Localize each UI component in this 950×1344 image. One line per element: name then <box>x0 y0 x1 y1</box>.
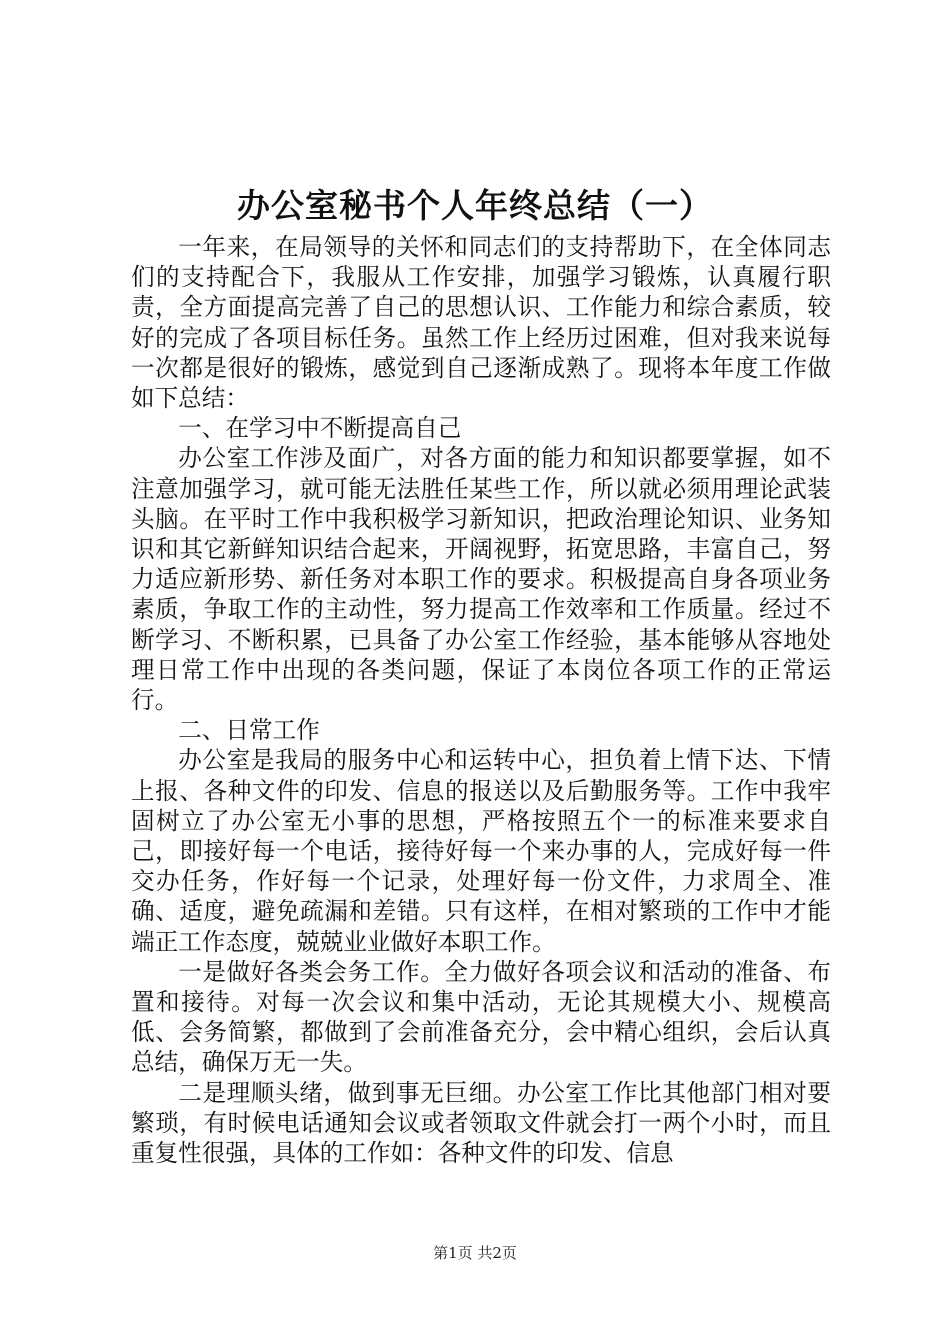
paragraph-daily-work: 办公室是我局的服务中心和运转中心，担负着上情下达、下情上报、各种文件的印发、信息的报送以及后勤服务等。工作中我牢固树立了办公室无小事的思想，严格按照五个一的标准来要求自己，即接好每一个电话，接待好每一个来办事的人，完成好每一件交办任务，作好每一个记录，处理好每一份文件，力求周全、准确、适度，避免疏漏和差错。只有这样，在相对繁琐的工作中才能端正工作态度，兢兢业业做好本职工作。 <box>131 746 831 956</box>
section-heading-study: 一、在学习中不断提高自己 <box>178 414 462 443</box>
page-number-footer: 第1页 共2页 <box>433 1244 517 1262</box>
paragraph-study: 办公室工作涉及面广，对各方面的能力和知识都要掌握，如不注意加强学习，就可能无法胜任某些工作，所以就必须用理论武装头脑。在平时工作中我积极学习新知识，把政治理论知识、业务知识和其它新鲜知识结合起来，开阔视野，拓宽思路，丰富自己，努力适应新形势、新任务对本职工作的要求。积极提高自身各项业务素质，争取工作的主动性，努力提高工作效率和工作质量。经过不断学习、不断积累，已具备了办公室工作经验，基本能够从容地处理日常工作中出现的各类问题，保证了本岗位各项工作的正常运行。 <box>131 444 831 715</box>
paragraph-meetings: 一是做好各类会务工作。全力做好各项会议和活动的准备、布置和接待。对每一次会议和集中活动，无论其规模大小、规模高低、会务简繁，都做到了会前准备充分，会中精心组织，会后认真总结，确保万无一失。 <box>131 957 831 1077</box>
paragraph-intro: 一年来，在局领导的关怀和同志们的支持帮助下，在全体同志们的支持配合下，我服从工作安排，加强学习锻炼，认真履行职责，全方面提高完善了自己的思想认识、工作能力和综合素质，较好的完成了各项目标任务。虽然工作上经历过困难，但对我来说每一次都是很好的锻炼，感觉到自己逐渐成熟了。现将本年度工作做如下总结： <box>131 233 831 413</box>
section-heading-daily-work: 二、日常工作 <box>178 716 320 745</box>
document-title: 办公室秘书个人年终总结（一） <box>237 186 713 225</box>
paragraph-details: 二是理顺头绪，做到事无巨细。办公室工作比其他部门相对要繁琐，有时候电话通知会议或者领取文件就会打一两个小时，而且重复性很强，具体的工作如：各种文件的印发、信息 <box>131 1078 831 1168</box>
document-body <box>131 232 831 1168</box>
